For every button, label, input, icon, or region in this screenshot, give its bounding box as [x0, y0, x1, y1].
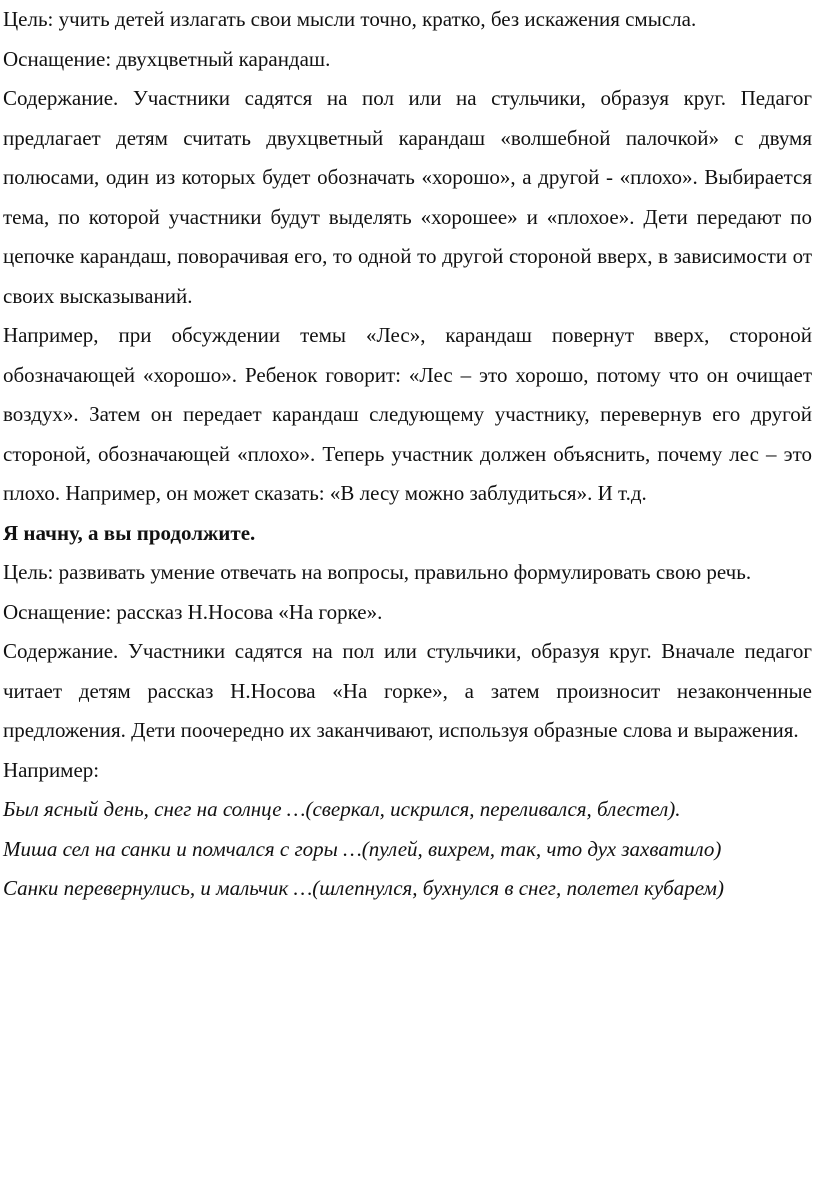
equipment-paragraph: Оснащение: рассказ Н.Носова «На горке». [3, 599, 383, 624]
example-paragraph: Например, при обсуждении темы «Лес», карандаш повернут вверх, стороной обозначающей «хорошо». Ребенок говорит: «Лес – это хорошо, потому что он очищает воздух». Затем он передает карандаш следующему участнику, перевернув его другой стороной, обозначающей «плохо». Теперь участник должен объяснить, почему лес – это плохо. Например, он может сказать: «В лесу можно заблудиться». И т.д. [3, 323, 812, 505]
italic-phrase: Миша сел на санки и помчался с горы …(пулей, вихрем, так, что дух захватило) [3, 836, 722, 861]
example-label: Например: [3, 757, 100, 782]
equipment-paragraph: Оснащение: двухцветный карандаш. [3, 46, 331, 71]
content-paragraph: Содержание. Участники садятся на пол или на стульчики, образуя круг. Педагог предлагает детям считать двухцветный карандаш «волшебной палочкой» с двумя полюсами, один из которых будет обозначать «хорошо», а другой - «плохо». Выбирается тема, по которой участники будут выделять «хорошее» и «плохое». Дети передают по цепочке карандаш, поворачивая его, то одной то другой стороной вверх, в зависимости от своих высказываний. [3, 86, 812, 308]
goal-paragraph: Цель: учить детей излагать свои мысли точно, кратко, без искажения смысла. [3, 7, 697, 31]
italic-phrase: Санки перевернулись, и мальчик …(шлепнулся, бухнулся в снег, полетел кубарем) [3, 876, 724, 900]
game-title: Я начну, а вы продолжите. [3, 520, 256, 545]
content-paragraph: Содержание. Участники садятся на пол или стульчики, образуя круг. Вначале педагог читает детям рассказ Н.Носова «На горке», а затем произносит незаконченные предложения. Дети поочередно их заканчивают, используя образные слова и выражения. [3, 639, 812, 742]
goal-paragraph: Цель: развивать умение отвечать на вопросы, правильно формулировать свою речь. [3, 560, 752, 584]
italic-phrase: Был ясный день, снег на солнце …(сверкал, искрился, переливался, блестел). [3, 797, 681, 821]
